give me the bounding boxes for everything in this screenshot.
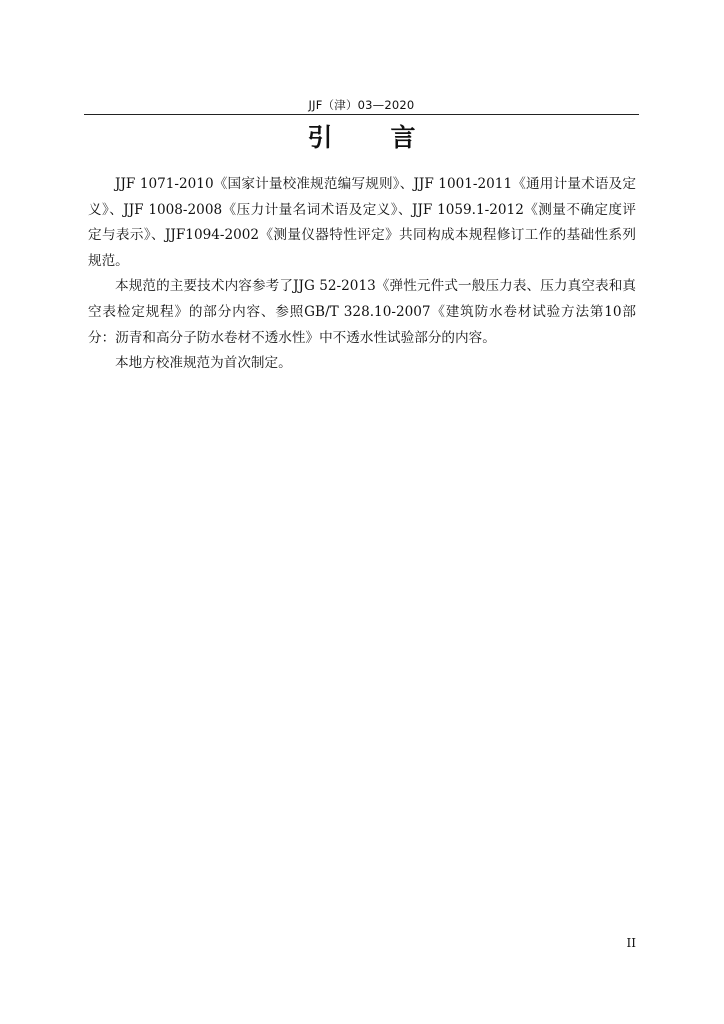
title-char-2: 言: [390, 123, 416, 152]
paragraph-referenced-specs: JJF 1071-2010《国家计量校准规范编写规则》、JJF 1001-2011《通用计量术语及定义》、JJF 1008-2008《压力计量名词术语及定义》、JJF 1059.1-2012《测量不确定度评定与表示》、JJF1094-2002《测量仪器特性评定》共同构成本规程修订工作的基础性系列规范。: [88, 176, 636, 269]
paragraph-first-edition: 本地方校准规范为首次制定。: [115, 355, 292, 372]
introduction-body: [88, 172, 636, 377]
title-char-1: 引: [307, 123, 333, 152]
header-divider: [84, 114, 639, 115]
paragraph-technical-references: 本规范的主要技术内容参考了JJG 52-2013《弹性元件式一般压力表、压力真空表和真空表检定规程》的部分内容、参照GB/T 328.10-2007《建筑防水卷材试验方法第10部分：沥青和高分子防水卷材不透水性》中不透水性试验部分的内容。: [88, 278, 636, 346]
section-title: [84, 121, 639, 155]
page-number: II: [626, 936, 636, 950]
document-code-header: JJF（津）03—2020: [308, 98, 415, 112]
